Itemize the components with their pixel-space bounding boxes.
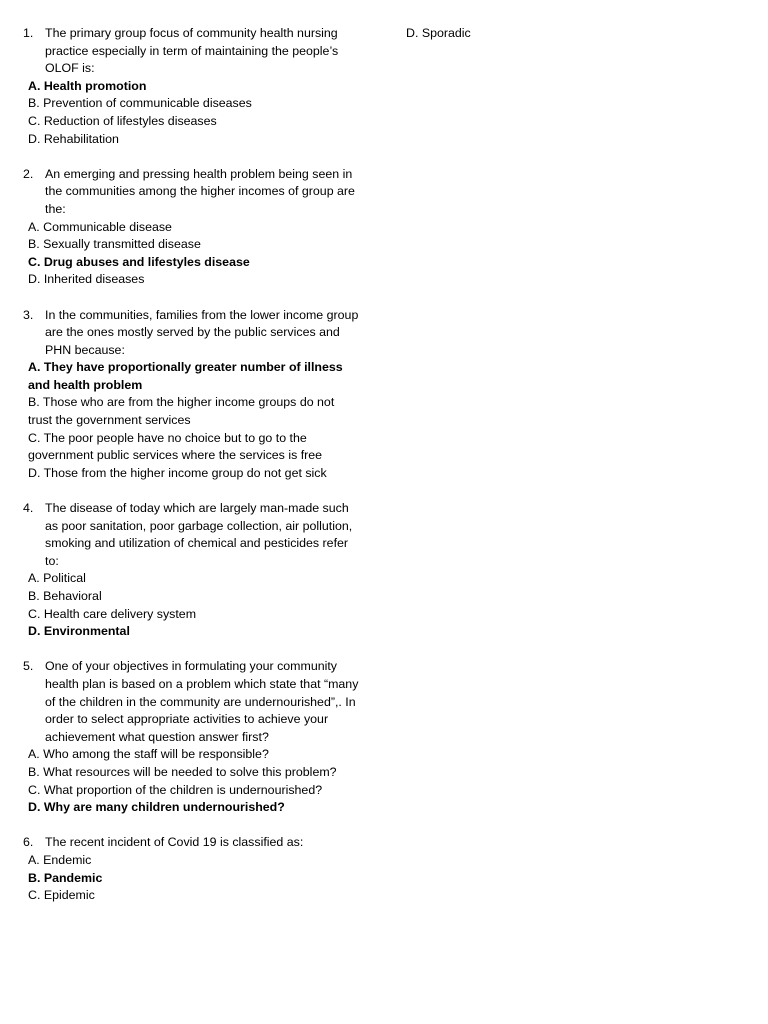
option-d-correct: D. Environmental (28, 624, 130, 639)
question-1 (23, 25, 359, 148)
question-text: The disease of today which are largely man-made such as poor sanitation, poor garbage collection, air pollution, smoking and utilization of chemical and pesticides refer to: (45, 501, 353, 568)
question-text: In the communities, families from the lower income group are the ones mostly served by the public services and PHN because: (45, 307, 359, 357)
option-b: B. Those who are from the higher income groups do not trust the government services (28, 395, 335, 428)
question-text: An emerging and pressing health problem being seen in the communities among the higher incomes of group are the: (45, 166, 355, 216)
option-c-correct: C. Drug abuses and lifestyles disease (28, 254, 250, 269)
option-b: B. What resources will be needed to solve this problem? (28, 764, 337, 779)
option-a: A. Endemic (28, 852, 92, 867)
question-number: 6. (23, 835, 34, 850)
option-d: D. Those from the higher income group do not get sick (28, 465, 327, 480)
question-number: 1. (23, 26, 34, 40)
option-c: C. Epidemic (28, 888, 95, 903)
question-stem (23, 307, 359, 360)
option-list (23, 570, 359, 640)
option-c: C. The poor people have no choice but to go to the government public services where the services is free (28, 430, 323, 463)
option-b-correct: B. Pandemic (28, 870, 103, 885)
option-b: B. Behavioral (28, 589, 102, 603)
question-text: The recent incident of Covid 19 is classified as: (45, 835, 304, 850)
question-text: The primary group focus of community health nursing practice especially in term of maintaining the people’s OLOF is: (45, 26, 339, 76)
question-list (23, 25, 359, 922)
question-6-continuation (406, 25, 746, 43)
option-list (23, 78, 359, 148)
option-a: A. Communicable disease (28, 219, 172, 234)
question-5 (23, 658, 359, 816)
option-b: B. Prevention of communicable diseases (28, 96, 252, 111)
option-d: D. Rehabilitation (28, 131, 119, 146)
question-stem (23, 166, 359, 219)
option-b: B. Sexually transmitted disease (28, 237, 201, 252)
option-c: C. What proportion of the children is undernourished? (28, 782, 323, 797)
question-3 (23, 307, 359, 483)
option-d: D. Sporadic (406, 26, 471, 40)
option-list (23, 852, 359, 905)
question-stem (23, 834, 359, 852)
option-c: C. Health care delivery system (28, 606, 197, 621)
question-6 (23, 834, 359, 904)
option-list (23, 746, 359, 816)
question-number: 3. (23, 307, 34, 322)
question-2 (23, 166, 359, 289)
question-4 (23, 500, 359, 641)
question-number: 2. (23, 166, 34, 181)
option-a: A. Who among the staff will be responsible? (28, 747, 269, 762)
question-number: 4. (23, 501, 34, 516)
option-c: C. Reduction of lifestyles diseases (28, 113, 217, 128)
option-d: D. Inherited diseases (28, 272, 145, 287)
option-a-correct: A. They have proportionally greater number of illness and health problem (28, 360, 343, 392)
question-text: One of your objectives in formulating your community health plan is based on a problem which state that “many of the children in the community are undernourished”,. In order to select appropriate activities to achieve your achievement what question answer first? (45, 659, 359, 744)
question-stem (23, 658, 359, 746)
option-list (23, 219, 359, 289)
question-stem (23, 25, 359, 78)
option-a-correct: A. Health promotion (28, 78, 147, 93)
question-stem (23, 500, 359, 570)
option-d-correct: D. Why are many children undernourished? (28, 800, 285, 815)
option-a: A. Political (28, 571, 86, 586)
question-number: 5. (23, 659, 34, 674)
option-list (23, 359, 359, 482)
